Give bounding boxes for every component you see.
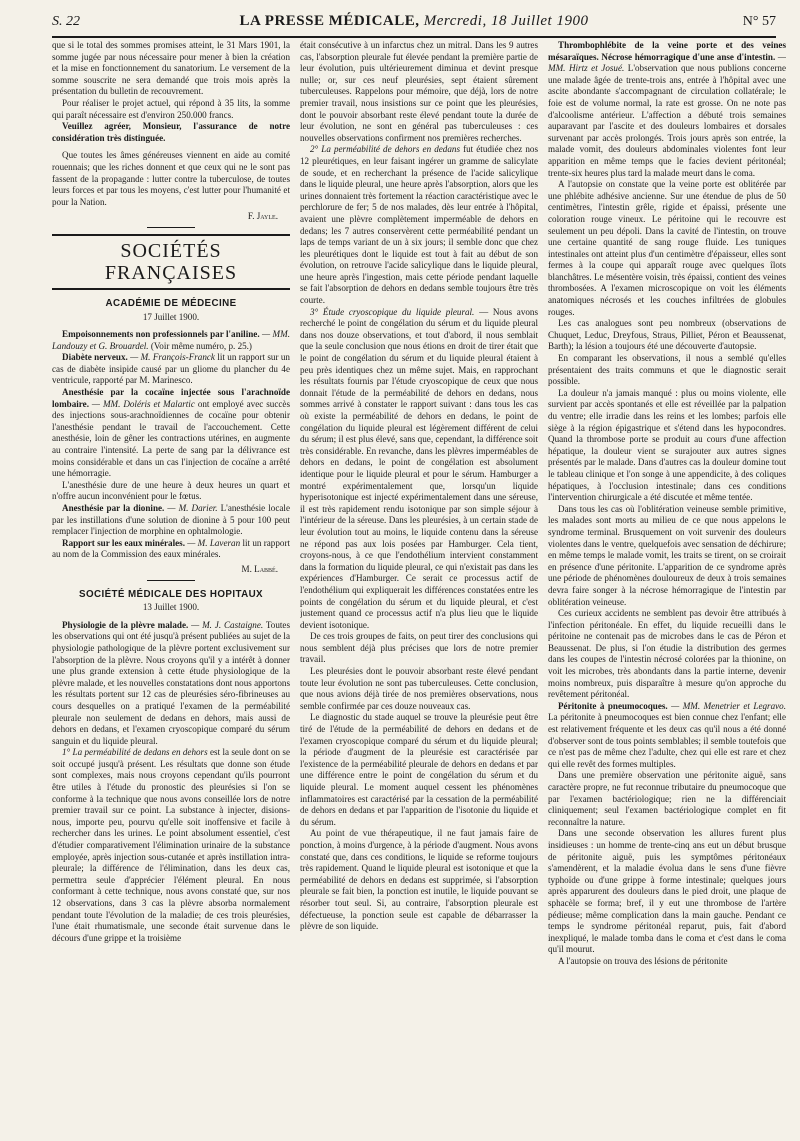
signature: F. Jayle. (247, 211, 278, 222)
journal-name: LA PRESSE MÉDICALE, (239, 13, 420, 29)
page-header (52, 10, 776, 38)
paragraph: Le diagnostic du stade auquel se trouve la pleurésie peut être tiré de l'étude de la perméabilité de dehors en dedans et de l'examen cryoscopique comparé du sérum et du liquide pleural; la période d'augment de la pleurésie est caractérisée par l'existence de la perméabilité pleurale de dehors en dedans et par une différence entre le point de congélation du sérum et du liquide pleural. Le moment auquel cessent les phénomènes inflammatoires est caractérisé par la cessation de la perméabilité de dehors en dedans et par l'apparition de l'isotonie du liquide et du sérum. (300, 712, 538, 827)
paragraph: Que toutes les âmes généreuses viennent en aide au comité rouennais; que les riches donnent et que ceux qui ne le sont pas fassent de la propagande : lutter contre la tuberculose, de toutes leurs forces et par tous les moyens, c'est lutter pour l'humanité et pour la Nation. (52, 150, 290, 207)
paragraph: Les pleurésies dont le pouvoir absorbant reste élevé pendant toute leur évolution ne sont pas tuberculeuses. Cette conclusion, que nous avions déjà tirée de nos premières observations, nous semble confirmée par ces douze nouveaux cas. (300, 666, 538, 711)
paragraph: En comparant les observations, il nous a semblé qu'elles présentaient des traits communs et que le diagnostic serait possible. (548, 353, 786, 387)
paragraph: Ces curieux accidents ne semblent pas devoir être attribués à l'infection péritonéale. En effet, du liquide recueilli dans le péritoine ne contenait pas de microbes dans le cas de Péron et Beaussenat. De plus, si l'on étudie la distribution des germes dans les coupes de l'intestin nécrosé colorées par la thionine, on voit les microbes, très abondants dans la partie interne, devenir moins nombreux, puis disparaître à mesure qu'on approche du revêtement péritonéal. (548, 608, 786, 700)
masthead (52, 13, 776, 30)
paragraph: 1° La perméabilité de dedans en dehors est la seule dont on se soit occupé jusqu'à présent. Les résultats que donne son étude sont complexes, mais nous croyons cependant qu'ils pourront être utiles à l'étude du pronostic des pleurésies si l'on se conforme à la technique que nous avons conseillée lors de notre premier travail sur ce point. La substance à injecter, disions-nous, importe peu, pourvu qu'elle soit inoffensive et facile à rechercher dans les urines. Le point absolument essentiel, c'est d'étudier comparativement l'élimination urinaire de la substance employée, après injection sous-cutanée et après instillation intra-pleurale; la différence de l'élimination, dans les deux cas, permettra seule d'apprécier l'élément pleural. En nous conformant à cette technique, nous avons constaté que, sur nos 12 observations, dans 3 cas la plèvre absorba normalement pendant toute l'évolution de la maladie; de ces trois pleurésies, l'une était rhumatismale, une seconde était survenue dans le décours d'une grippe et la troisième (52, 747, 290, 943)
page-number: S. 22 (52, 14, 80, 29)
report-entry: Thrombophlébite de la veine porte et des veines mésaraïques. Nécrose hémorragique d'une anse d'intestin. — MM. Hirtz et Josué. L'observation que nous publions concerne une malade âgée de trente-trois ans, entrée à l'hôpital avec une ascite abondante s'accompagnant de circulation collatérale; le foie est de volume normal, la rate est grosse. On ne note pas d'alcoolisme antérieur. L'affection a débuté trois semaines auparavant par l'ascite et des douleurs lombaires et dorsales survenant par accès prolongés. Trois jours après son entrée, la malade vomit, des douleurs abdominales violentes font leur apparition en même temps que le facies devient péritonéal; trente-six heures plus tard la malade meurt dans le coma. (548, 40, 786, 178)
issue-number: N° 57 (742, 14, 776, 29)
divider (147, 580, 195, 581)
column-2 (300, 40, 538, 1135)
paragraph: Les cas analogues sont peu nombreux (observations de Chuquet, Leduc, Dreyfous, Straus, Pilliet, Péron et Beaussenat, Barth); la lésion a toujours été une découverte d'autopsie. (548, 318, 786, 352)
meeting-date: 17 Juillet 1900. (142, 311, 200, 322)
paragraph: L'anesthésie dure de une heure à deux heures un quart et n'offre aucun inconvénient pour le fœtus. (52, 479, 290, 502)
paragraph: Dans une première observation une péritonite aiguë, sans caractère propre, ne fut reconnue tributaire du pneumocoque que par l'examen bactériologique; rien ne la différenciait cliniquement; seul l'examen bactériologique complet en fit reconnaître la nature. (548, 770, 786, 827)
paragraph: Pour réaliser le projet actuel, qui répond à 35 lits, la somme qui paraît nécessaire est d'environ 250.000 francs. (52, 97, 290, 120)
divider (147, 227, 195, 228)
paragraph: était consécutive à un infarctus chez un mitral. Dans les 9 autres cas, l'absorption pleurale fut élevée pendant la première partie de leur évolution, puis ultérieurement diminua et devint presque nulle; or, sur ces neuf pleurésies, sept étaient sûrement tuberculeuses. Rappelons pour mémoire, que déjà, lors de notre premier travail, nous insistions sur ce point que les pleurésies, dont le pouvoir absorbant reste élevé pendant toute la durée de leur évolution, ne sont en général pas tuberculeuses : ces nouvelles observations confirment nos premières recherches. (300, 40, 538, 143)
paragraph: La douleur n'a jamais manqué : plus ou moins violente, elle survient par accès spontanés et elle est réveillée par la palpation du ventre; elle irradie dans les reins et les lombes; parfois elle siège à la région épigastrique et s'étend dans les hypocondres. Quand la thrombose porte se produit au cours d'une affection hépatique, la douleur vient se surajouter aux autres signes présentés par le malade. Dans d'autres cas la douleur domine tout le tableau clinique et l'on songe à une appendicite, à des coliques hépatiques, à l'occlusion intestinale; dans ces conditions l'intervention chirurgicale a été discutée et même tentée. (548, 387, 786, 503)
report-entry: Péritonite à pneumocoques. — MM. Menetrier et Legravo. La péritonite à pneumocoques est bien connue chez l'enfant; elle est relativement fréquente et les deux cas qu'il nous a été donné d'observer sont de tous points semblables; il semble toutefois que ce n'est pas de même chez l'adulte, chez qui elle est rare et chez qui elle revêt des formes multiples. (548, 700, 786, 769)
report-entry: Anesthésie par la dionine. — M. Darier. L'anesthésie locale par les instillations d'une solution de dionine à 5 pour 100 peut remplacer l'injection de morphine en ophtalmologie. (52, 503, 290, 537)
column-1 (52, 40, 290, 1135)
column-3 (548, 40, 786, 1135)
paragraph: Veuillez agréer, Monsieur, l'assurance de notre considération très distinguée. (52, 121, 290, 143)
paragraph: De ces trois groupes de faits, on peut tirer des conclusions qui nous semblent déjà plus précises que lors de notre premier travail. (300, 631, 538, 665)
paragraph: Dans une seconde observation les allures furent plus insidieuses : un homme de trente-cinq ans eut un début brusque de péritonite aiguë, puis les symptômes péritonéaux s'amendèrent, et la maladie évolua dans le sens d'une fièvre typhoïde ou d'une grippe à forme intestinale; quelques jours après apparurent des douleurs dans le pied droit, une plaque de sphacèle se forma; bref, il y eut une thrombose de l'artère pédieuse; même complication dans la main gauche. Pendant ce temps le syndrome péritonéal reparut, puis, fait d'abord inexpliqué, le malade tomba dans le coma et c'est dans le coma qu'il mourut. (548, 828, 786, 955)
paragraph: Dans tous les cas où l'oblitération veineuse semble primitive, les malades sont morts au milieu de ce que nous appelons le syndrome terminal. Brusquement on voit survenir des douleurs violentes dans le ventre, quelquefois avec sensation de déchirure; en même temps le malade vomit, les traits se tirent, on se croirait en présence d'une péritonite. L'apparition de ce syndrome après une période de phénomènes douloureux de deux à trois semaines devra faire songer à la nécrose hémorragique de l'intestin par oblitération veineuse. (548, 503, 786, 607)
paragraph: que si le total des sommes promises atteint, le 31 Mars 1901, la somme jugée par nous nécessaire pour mener à bien la création et la mise en fonctionnement du sanatorium. Le versement de la somme souscrite ne sera demandé que trois mois après la présentation du bulletin de recouvrement. (52, 40, 290, 97)
section-title: SOCIÉTÉS FRANÇAISES (52, 234, 290, 290)
society-title: SOCIÉTÉ MÉDICALE DES HOPITAUX (79, 588, 263, 600)
signature: M. Labbé. (241, 563, 278, 574)
report-entry: Diabète nerveux. — M. François-Franck lit un rapport sur un cas de diabète insipide causé par un gliome du plancher du 4e ventricule, rapporté par M. Marinesco. (52, 352, 290, 386)
issue-date: Mercredi, 18 Juillet 1900 (423, 13, 589, 29)
report-entry: Physiologie de la plèvre malade. — M. J. Castaigne. Toutes les observations qui ont été jusqu'à présent publiées au sujet de la physiologie pathologique de la plèvre portent exclusivement sur l'absorption de la plèvre. Nous croyons qu'il y a intérêt à donner une plus grande extension à cette étude physiologique de la plèvre malade, et les nouvelles constatations dont nous apportons les résultats portent sur 12 cas de pleurésies séro-fibrineuses au cours desquelles on a pratiqué l'examen de la perméabilité pleurale non seulement de dedans en dehors, mais aussi de dehors en dedans, et l'examen cryoscopique comparé du sérum sanguin et du liquide pleural. (52, 619, 290, 746)
society-title: ACADÉMIE DE MÉDECINE (105, 297, 237, 309)
paragraph: Au point de vue thérapeutique, il ne faut jamais faire de ponction, à moins d'urgence, à la période d'augment. Nous avons constaté que, dans ces conditions, le liquide se reforme toujours très rapidement. Quand le liquide pleural est isotonique et que la perméabilité de dehors en dedans est supprimée, si l'absorption pleurale se fait bien, la ponction est inutile, le liquide pouvant se résorber tout seul. Si, au contraire, l'absorption pleurale est défectueuse, la ponction seule est capable de débarrasser la plèvre de son liquide. (300, 828, 538, 932)
report-entry: Empoisonnements non professionnels par l'aniline. — MM. Landouzy et G. Brouardel. (Voir même numéro, p. 25.) (52, 329, 290, 351)
article-columns (52, 40, 786, 1135)
paragraph: A l'autopsie on trouva des lésions de péritonite (558, 955, 728, 966)
paragraph: 3° Étude cryoscopique du liquide pleural. — Nous avons recherché le point de congélation du sérum et du liquide pleural dans nos douze observations, et tout d'abord, il nous semblait que la seule conclusion que nous étions en droit de tirer était que le point de congélation du sérum et du liquide pleural étaient à peu près identiques chez un même sujet. Mais, en rapprochant les résultats fournis par l'étude cryoscopique de ceux que nous donnait l'étude de la perméabilité de dehors en dedans, nous sommes arrivé à constater le rapport suivant : dans tous les cas où existe la perméabilité de dehors en dedans, le point de congélation du liquide pleural est légèrement différent de celui du sérum; il est plus élevé, sans que, cependant, la différence soit très considérable. En revanche, dans les plèvres imperméables de dehors en dedans, le point de congélation est absolument identique pour le liquide pleural et pour le sérum. Hamburger a montré expérimentalement que, lorsqu'un liquide hyperisotonique est injecté expérimentalement dans une séreuse, il est très rapidement rendu isotonique par son simple séjour à l'intérieur de la séreuse. Dans les pleurésies, à un certain stade de leur évolution tout au moins, le liquide contenu dans la séreuse ne répond pas aux lois posées par Hamburger. Cela tient, croyons-nous, à ce que l'endothélium intervient constamment dans la formation du liquide pleural, ce qui n'existait pas dans les expériences d'Hamburger. Ce serait ce processus actif de l'endothélium qui expliquerait les différences constatées entre les points de congélation du sérum et du liquide pleural, et c'est justement quand ce processus actif n'a plus lieu que le liquide devient isotonique. (300, 306, 538, 630)
paragraph: A l'autopsie on constate que la veine porte est oblitérée par une phlébite adhésive ancienne. Sur une étendue de plus de 50 centimètres, l'intestin grêle, rigide et épaissi, présente une coloration rouge vineux. Le péritoine qui le recouvre est seulement un peu dépoli. Dans la cavité de l'intestin, on trouve une certaine quantité de sang rouge fluide. Les tuniques intestinales ont atteint plus d'un centimètre d'épaisseur, elles sont fermes à la coupe qui apparaît rouge avec quelques îlots blanchâtres. Le mésentère voisin, très épaissi, contient des veines thrombosées. A l'examen microscopique on voit les éléments anatomiques nécrosés et les couches infiltrées de globules rouges. (548, 179, 786, 317)
meeting-date: 13 Juillet 1900. (142, 602, 200, 613)
report-entry: Rapport sur les eaux minérales. — M. Laveran lit un rapport au nom de la Commission des eaux minérales. (52, 537, 290, 560)
paragraph: 2° La perméabilité de dehors en dedans fut étudiée chez nos 12 pleurétiques, en leur faisant ingérer un gramme de salicylate de soude, et en recherchant la présence de l'acide salicylique dans le liquide pleural, une heure après l'absorption, alors que les urines donnaient très fortement la réaction caractéristique avec le perchlorure de fer; 5 de nos malades, dès leur entrée à l'hôpital, avaient une plèvre complètement imperméable de dehors en dedans; les 7 autres conservèrent cette perméabilité pendant un laps de temps variant de un à six jours; il semble donc que chez les pleurétiques dont le liquide est tout à fait au début de son évolution, on retrouve l'acide salicylique dans le liquide pleural, une heure après l'ingestion, mais cette période pendant laquelle se fait l'absorption de dehors en dedans semble toujours être très courte. (300, 144, 538, 306)
report-entry: Anesthésie par la cocaïne injectée sous l'arachnoïde lombaire. — MM. Doléris et Malartic ont employé avec succès des injections sous-arachnoïdiennes de cocaïne pour obtenir l'anesthésie pendant le travail de l'accouchement. Cette anesthésie, loin de gêner les contractions utérines, en augmente au contraire l'intensité. La perte de sang par la délivrance est moins considérable et dans un cas l'injection de cocaïne a arrêté une hémorragie. (52, 387, 290, 479)
